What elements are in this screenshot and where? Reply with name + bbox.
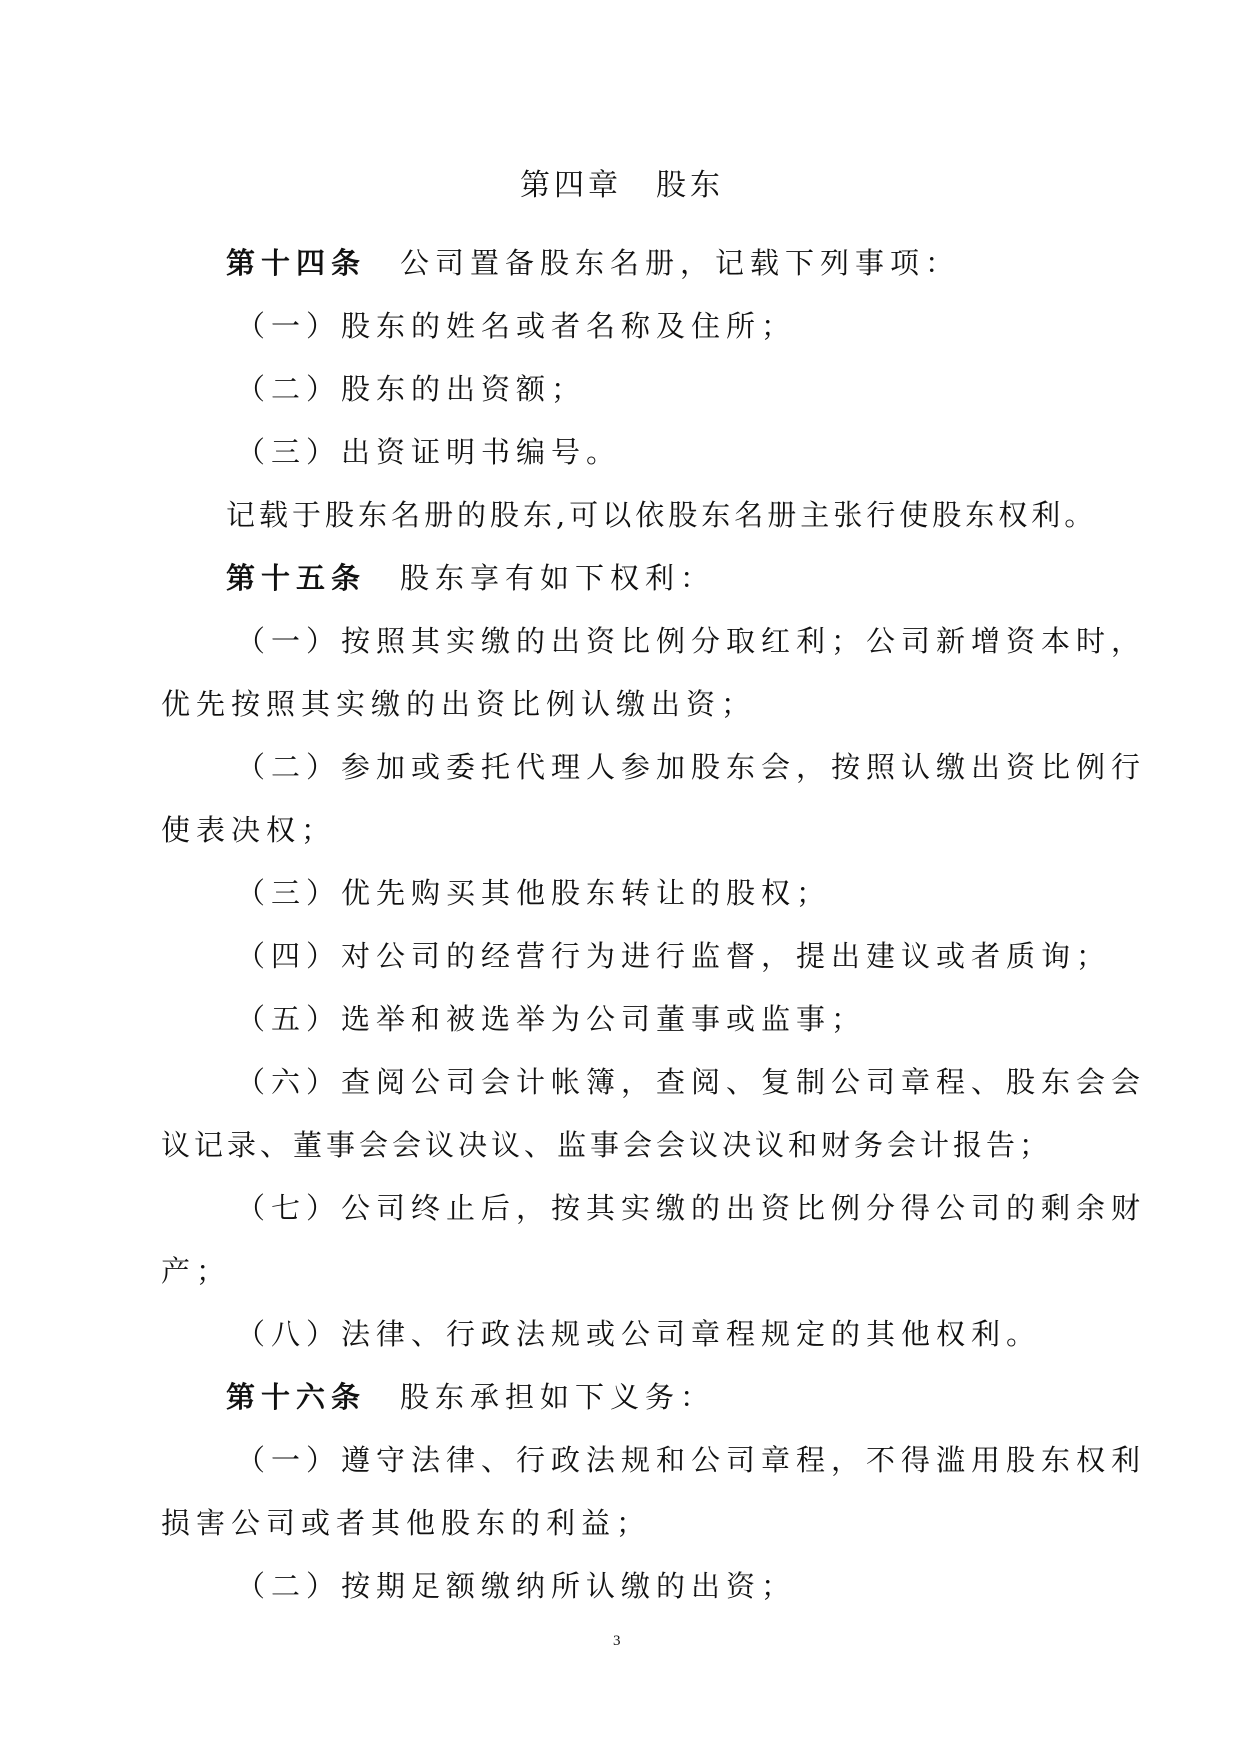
article-15-line-10: （七）公司终止后，按其实缴的出资比例分得公司的剩余财 <box>236 1191 1147 1225</box>
article-15-line-9: 议记录、董事会会议决议、监事会会议决议和财务会计报告； <box>161 1128 1053 1162</box>
article-16-heading: 第十六条 <box>226 1380 367 1414</box>
article-15-line-7: （五）选举和被选举为公司董事或监事； <box>236 1002 867 1036</box>
article-16-header <box>226 1377 715 1417</box>
page-number: 3 <box>613 1633 621 1649</box>
article-14-closing: 记载于股东名册的股东,可以依股东名册主张行使股东权利。 <box>226 498 1098 532</box>
article-15-line-6: （四）对公司的经营行为进行监督，提出建议或者质询； <box>236 939 1112 973</box>
article-15-line-1: （一）按照其实缴的出资比例分取红利；公司新增资本时， <box>236 624 1147 658</box>
article-15-line-3: （二）参加或委托代理人参加股东会，按照认缴出资比例行 <box>236 750 1147 784</box>
article-15-heading: 第十五条 <box>226 561 367 595</box>
article-15-line-12: （八）法律、行政法规或公司章程规定的其他权利。 <box>236 1317 1042 1351</box>
article-15-intro: 股东享有如下权利： <box>400 561 716 595</box>
article-16-line-3: （二）按期足额缴纳所认缴的出资； <box>236 1569 797 1603</box>
article-16-line-1: （一）遵守法律、行政法规和公司章程，不得滥用股东权利 <box>236 1443 1147 1477</box>
article-14-heading: 第十四条 <box>226 246 367 280</box>
article-15-line-5: （三）优先购买其他股东转让的股权； <box>236 876 832 910</box>
article-15-header <box>226 558 715 598</box>
chapter-title: 第四章 股东 <box>520 168 724 203</box>
article-14-item-1: （一）股东的姓名或者名称及住所； <box>236 309 797 343</box>
article-16-line-2: 损害公司或者其他股东的利益； <box>161 1506 652 1540</box>
article-14-item-2: （二）股东的出资额； <box>236 372 587 406</box>
article-14-intro: 公司置备股东名册，记载下列事项： <box>400 246 961 280</box>
article-15-line-4: 使表决权； <box>161 813 337 847</box>
article-15-line-8: （六）查阅公司会计帐簿，查阅、复制公司章程、股东会会 <box>236 1065 1147 1099</box>
article-16-intro: 股东承担如下义务： <box>400 1380 716 1414</box>
article-15-line-2: 优先按照其实缴的出资比例认缴出资； <box>161 687 757 721</box>
article-14-item-3: （三）出资证明书编号。 <box>236 435 622 469</box>
article-14-header <box>226 243 960 283</box>
article-15-line-11: 产； <box>161 1254 232 1288</box>
